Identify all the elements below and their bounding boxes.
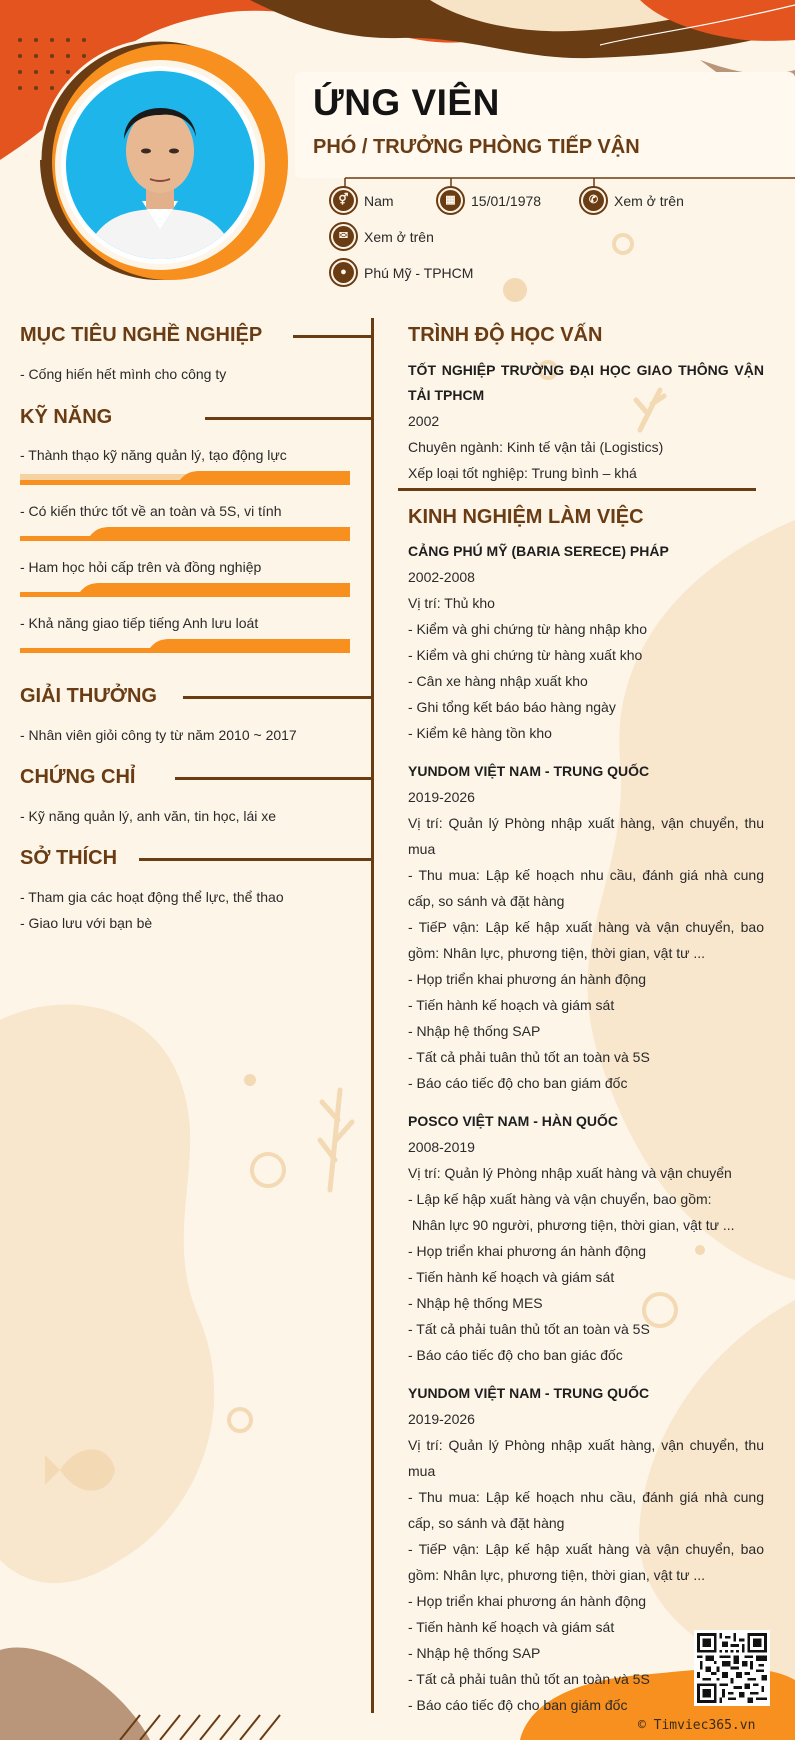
job-line: - Họp triển khai phương án hành động [408, 971, 647, 987]
job-line: Vị trí: Thủ kho [408, 595, 495, 611]
job-title: PHÓ / TRƯỞNG PHÒNG TIẾP VẬN [313, 136, 640, 158]
education-school: TỐT NGHIỆP TRƯỜNG ĐẠI HỌC GIAO THÔNG VẬN TẢI TPHCM [408, 362, 764, 403]
calendar-icon: ▦ [436, 186, 465, 215]
page-margin [795, 0, 800, 1740]
phone-icon: ✆ [579, 186, 608, 215]
skill-label: - Khả năng giao tiếp tiếng Anh lưu loát [20, 615, 259, 631]
job-line: - Kiểm và ghi chứng từ hàng xuất kho [408, 647, 643, 663]
awards-rule [183, 696, 373, 699]
job-line: - Tiến hành kế hoạch và giám sát [408, 997, 615, 1013]
job-period: 2019-2026 [408, 789, 475, 805]
education-title: TRÌNH ĐỘ HỌC VẤN [408, 324, 603, 346]
job-line: - Thu mua: Lập kế hoạch nhu cầu, đánh giá nhà cung cấp, so sánh và đặt hàng [408, 867, 764, 909]
email-icon: ✉ [329, 222, 358, 251]
gender-icon: ⚥ [329, 186, 358, 215]
job-line: - Thu mua: Lập kế hoạch nhu cầu, đánh giá nhà cung cấp, so sánh và đặt hàng [408, 1489, 764, 1531]
job-entry [408, 1108, 764, 1368]
job-line: - Tiến hành kế hoạch và giám sát [408, 1269, 615, 1285]
profile-photo [64, 69, 256, 261]
job-company: YUNDOM VIỆT NAM - TRUNG QUỐC [408, 763, 650, 779]
hobbies-rule [139, 858, 373, 861]
awards-title: GIẢI THƯỞNG [20, 685, 157, 707]
job-line: - Tất cả phải tuân thủ tốt an toàn và 5S [408, 1321, 650, 1337]
job-line: - Tiến hành kế hoạch và giám sát [408, 1619, 615, 1635]
job-line: - Kiểm kê hàng tồn kho [408, 725, 552, 741]
skill-label: - Có kiến thức tốt về an toàn và 5S, vi tính [20, 503, 282, 519]
job-line: - Họp triển khai phương án hành động [408, 1593, 647, 1609]
job-line: - Lập kế hập xuất hàng và vận chuyển, bao gồm: [408, 1191, 712, 1207]
job-line: - Báo cáo tiếc độ cho ban giác đốc [408, 1347, 623, 1363]
address-value: Phú Mỹ - TPHCM [364, 264, 474, 281]
job-period: 2008-2019 [408, 1139, 475, 1155]
objective-title: MỤC TIÊU NGHỀ NGHIỆP [20, 324, 263, 346]
skills-title: KỸ NĂNG [20, 406, 113, 428]
job-company: YUNDOM VIỆT NAM - TRUNG QUỐC [408, 1385, 650, 1401]
email-value: Xem ở trên [364, 228, 434, 245]
job-company: POSCO VIỆT NAM - HÀN QUỐC [408, 1113, 619, 1129]
info-email [329, 222, 434, 251]
objective-rule [293, 335, 373, 338]
skills-rule [205, 417, 373, 420]
candidate-name: ỨNG VIÊN [313, 82, 500, 123]
info-gender [329, 186, 394, 215]
skill-label: - Ham học hỏi cấp trên và đồng nghiệp [20, 559, 262, 575]
footer-watermark: © Timviec365.vn [638, 1718, 756, 1733]
qr-code[interactable] [694, 1630, 770, 1706]
job-line: - Kiểm và ghi chứng từ hàng nhập kho [408, 621, 647, 637]
experience-list [408, 538, 764, 1718]
job-line: - TiếP vận: Lập kế hập xuất hàng và vận chuyển, bao gồm: Nhân lực, phương tiện, thời gian, vật tư ... [408, 1541, 764, 1583]
job-line: Nhân lực 90 người, phương tiện, thời gian, vật tư ... [408, 1217, 735, 1233]
job-line: - Nhập hệ thống MES [408, 1295, 543, 1311]
job-line: - Báo cáo tiếc độ cho ban giám đốc [408, 1697, 628, 1713]
info-birthdate [436, 186, 541, 215]
skill-bar [20, 583, 350, 597]
education-rule [398, 488, 756, 491]
certificates-title: CHỨNG CHỈ [20, 766, 136, 788]
birthdate-value: 15/01/1978 [471, 192, 542, 209]
skill-bar [20, 639, 350, 653]
hobby-item: - Giao lưu với bạn bè [20, 915, 153, 931]
info-phone [579, 186, 684, 215]
location-icon: ● [329, 258, 358, 287]
skill-label: - Thành thạo kỹ năng quản lý, tạo động lực [20, 447, 287, 463]
job-period: 2019-2026 [408, 1411, 475, 1427]
job-line: - Tất cả phải tuân thủ tốt an toàn và 5S [408, 1671, 650, 1687]
job-line: - TiếP vận: Lập kế hập xuất hàng và vận chuyển, bao gồm: Nhân lực, phương tiện, thời gian, vật tư ... [408, 919, 764, 961]
job-company: CẢNG PHÚ MỸ (BARIA SERECE) PHÁP [408, 543, 669, 559]
job-line: - Nhập hệ thống SAP [408, 1645, 541, 1661]
education-year: 2002 [408, 413, 440, 429]
hobby-item: - Tham gia các hoạt động thể lực, thể thao [20, 889, 284, 905]
job-line: - Nhập hệ thống SAP [408, 1023, 541, 1039]
awards-text: - Nhân viên giỏi công ty từ năm 2010 ~ 2017 [20, 727, 297, 743]
education-grade: Xếp loại tốt nghiệp: Trung bình – khá [408, 465, 637, 481]
skill-bar [20, 471, 350, 485]
info-address [329, 258, 473, 287]
job-line: - Ghi tổng kết báo báo hàng ngày [408, 699, 616, 715]
job-entry [408, 758, 764, 1096]
education-major: Chuyên ngành: Kinh tế vận tải (Logistics) [408, 439, 664, 455]
job-line: Vị trí: Quản lý Phòng nhập xuất hàng và vận chuyển [408, 1165, 732, 1181]
job-line: - Họp triển khai phương án hành động [408, 1243, 647, 1259]
certificates-text: - Kỹ năng quản lý, anh văn, tin học, lái xe [20, 808, 277, 824]
job-line: - Cân xe hàng nhập xuất kho [408, 673, 588, 689]
job-period: 2002-2008 [408, 569, 475, 585]
education-block [408, 358, 764, 486]
skill-bar [20, 527, 350, 541]
experience-title: KINH NGHIỆM LÀM VIỆC [408, 506, 644, 528]
certificates-rule [175, 777, 373, 780]
objective-text: - Cống hiến hết mình cho công ty [20, 366, 227, 382]
column-divider [371, 318, 374, 1713]
job-line: - Báo cáo tiếc độ cho ban giám đốc [408, 1075, 628, 1091]
job-line: Vị trí: Quản lý Phòng nhập xuất hàng, vận chuyển, thu mua [408, 815, 764, 857]
phone-value: Xem ở trên [614, 192, 684, 209]
gender-value: Nam [364, 192, 394, 209]
job-entry [408, 538, 764, 746]
hobbies-title: SỞ THÍCH [20, 847, 118, 869]
job-line: Vị trí: Quản lý Phòng nhập xuất hàng, vận chuyển, thu mua [408, 1437, 764, 1479]
job-line: - Tất cả phải tuân thủ tốt an toàn và 5S [408, 1049, 650, 1065]
